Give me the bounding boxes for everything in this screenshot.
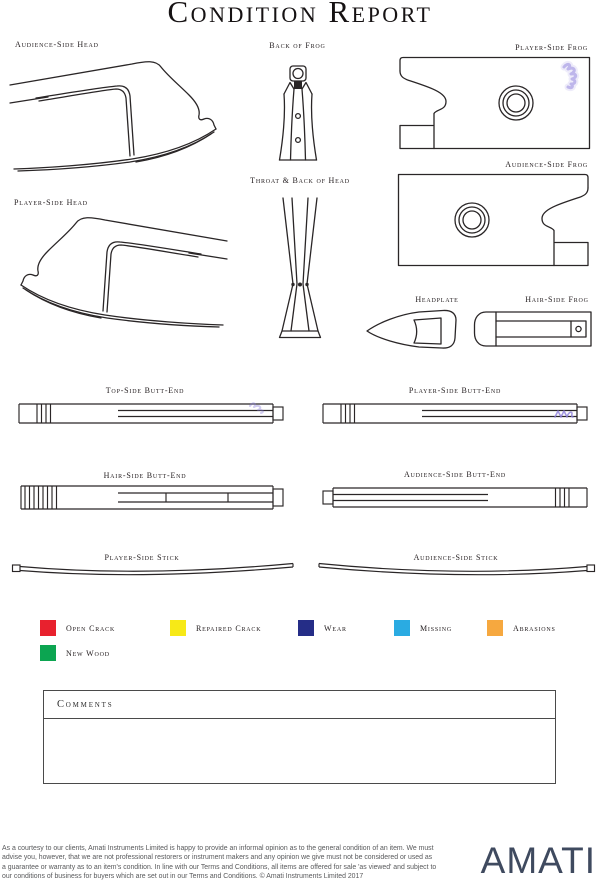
audience-side-frog-drawing bbox=[396, 172, 592, 268]
audience-side-head-label: Audience-Side Head bbox=[15, 40, 99, 49]
player-side-butt-end-label: Player-Side Butt-End bbox=[408, 386, 502, 395]
player-side-frog-drawing bbox=[396, 55, 592, 151]
disclaimer-line: advise you, however, that we are not professional restorers or instrument makers and any opinion we give must not be considered or used as bbox=[2, 854, 433, 862]
top-side-butt-end-label: Top-Side Butt-End bbox=[105, 386, 185, 395]
wear-label: Wear bbox=[324, 623, 347, 633]
page-title: Condition Report bbox=[167, 0, 433, 29]
player-side-head-label: Player-Side Head bbox=[14, 198, 88, 207]
abrasions-swatch bbox=[487, 620, 503, 636]
audience-side-butt-end-label: Audience-Side Butt-End bbox=[403, 470, 507, 479]
repaired-crack-label: Repaired Crack bbox=[196, 623, 262, 633]
legend-item-repaired-crack bbox=[170, 620, 261, 636]
abrasions-label: Abrasions bbox=[513, 623, 556, 633]
legend-item-new-wood bbox=[40, 645, 110, 661]
player-side-stick-drawing bbox=[10, 560, 296, 580]
legend-item-wear bbox=[298, 620, 347, 636]
legend-item-abrasions bbox=[487, 620, 556, 636]
top-side-butt-end-drawing bbox=[14, 396, 286, 430]
missing-label: Missing bbox=[420, 623, 453, 633]
player-side-butt-end-drawing bbox=[318, 396, 590, 430]
hair-side-frog-drawing bbox=[472, 310, 594, 348]
audience-side-butt-end-drawing bbox=[320, 480, 592, 514]
legend-item-open-crack bbox=[40, 620, 115, 636]
disclaimer-text bbox=[2, 844, 440, 880]
throat-back-of-head-drawing bbox=[268, 190, 332, 342]
player-side-stick-label: Player-Side Stick bbox=[104, 553, 180, 562]
comments-label: Comments bbox=[57, 699, 114, 710]
player-side-head-drawing bbox=[5, 210, 235, 330]
comments-box bbox=[43, 690, 556, 784]
headplate-label: Headplate bbox=[415, 295, 459, 304]
new-wood-label: New Wood bbox=[66, 648, 110, 658]
wear-swatch bbox=[298, 620, 314, 636]
headplate-drawing bbox=[364, 306, 460, 354]
throat-back-of-head-label: Throat & Back of Head bbox=[250, 176, 350, 185]
repaired-crack-swatch bbox=[170, 620, 186, 636]
player-side-frog-label: Player-Side Frog bbox=[515, 43, 588, 52]
comments-header bbox=[44, 691, 555, 719]
hair-side-frog-label: Hair-Side Frog bbox=[525, 295, 589, 304]
audience-side-frog-label: Audience-Side Frog bbox=[505, 160, 588, 169]
hair-side-butt-end-drawing bbox=[14, 480, 286, 514]
disclaimer-line: As a courtesy to our clients, Amati Instruments Limited is happy to provide an informal opinion as to the general condition of an item. We must bbox=[2, 845, 434, 852]
hair-side-butt-end-label: Hair-Side Butt-End bbox=[103, 471, 187, 480]
back-of-frog-label: Back of Frog bbox=[269, 41, 326, 50]
audience-side-stick-label: Audience-Side Stick bbox=[413, 553, 499, 562]
comments-field[interactable] bbox=[44, 719, 555, 782]
back-of-frog-drawing bbox=[270, 64, 326, 168]
open-crack-swatch bbox=[40, 620, 56, 636]
new-wood-swatch bbox=[40, 645, 56, 661]
audience-side-head-drawing bbox=[4, 54, 222, 172]
amati-logo: AMATI bbox=[480, 840, 596, 880]
annotation-scribble bbox=[250, 403, 263, 413]
disclaimer-line: a guarantee or warranty as to an item's condition. In line with our Terms and Conditions, all items are offered for sale 'as viewed' and subject to bbox=[2, 863, 437, 871]
legend-item-missing bbox=[394, 620, 452, 636]
open-crack-label: Open Crack bbox=[66, 623, 116, 633]
disclaimer-line: our conditions of business for buyers which are set out in our Terms and Conditions. © Amati Instruments Limited 2017 bbox=[2, 872, 364, 880]
audience-side-stick-drawing bbox=[316, 560, 597, 580]
missing-swatch bbox=[394, 620, 410, 636]
